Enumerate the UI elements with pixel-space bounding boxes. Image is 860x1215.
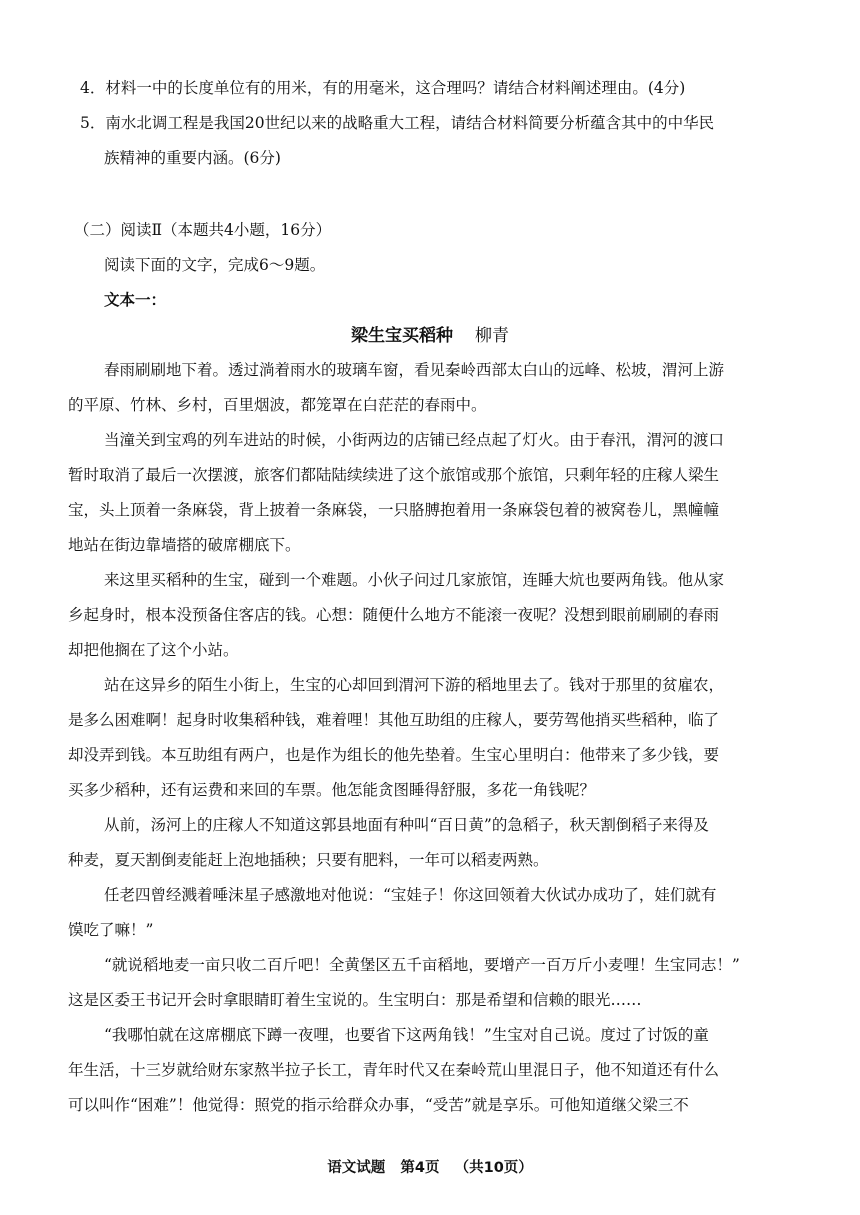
article-line: 是多么困难啊！起身时收集稻种钱，难着哩！其他互助组的庄稼人，要劳驾他捎买些稻种，临了 <box>68 711 720 729</box>
article-title: 梁生宝买稻种 <box>351 326 453 346</box>
article-line: 来这里买稻种的生宝，碰到一个难题。小伙子问过几家旅馆，连睡大炕也要两角钱。他从家 <box>104 571 725 589</box>
question-5-line-2: 族精神的重要内涵。(6分) <box>104 149 281 167</box>
article-author: 柳青 <box>475 326 509 346</box>
article-line: 这是区委王书记开会时拿眼睛盯着生宝说的。生宝明白：那是希望和信赖的眼光…… <box>68 991 642 1009</box>
question-5-line-1: 5．南水北调工程是我国20世纪以来的战略重大工程，请结合材料简要分析蕴含其中的中华民 <box>80 114 715 132</box>
footer-page-number: 第4页 <box>400 1160 440 1176</box>
article-line: 却没弄到钱。本互助组有两户，也是作为组长的他先垫着。生宝心里明白：他带来了多少钱，要 <box>68 746 720 764</box>
article-line: “就说稻地麦一亩只收二百斤吧！全黄堡区五千亩稻地，要增产一百万斤小麦哩！生宝同志！” <box>104 956 740 974</box>
article-title-block <box>0 324 860 348</box>
article-line: 当潼关到宝鸡的列车进站的时候，小街两边的店铺已经点起了灯火。由于春汛，渭河的渡口 <box>104 431 725 449</box>
article-line: 地站在街边靠墙搭的破席棚底下。 <box>68 536 301 554</box>
article-line: 可以叫作“困难”！他觉得：照党的指示给群众办事，“受苦”就是享乐。可他知道继父梁三不 <box>68 1096 689 1114</box>
article-line: “我哪怕就在这席棚底下蹲一夜哩，也要省下这两角钱！”生宝对自己说。度过了讨饭的童 <box>104 1026 709 1044</box>
article-line: 却把他搁在了这个小站。 <box>68 641 239 659</box>
article-line: 春雨刷刷地下着。透过淌着雨水的玻璃车窗，看见秦岭西部太白山的远峰、松坡，渭河上游 <box>104 361 725 379</box>
article-line: 站在这异乡的陌生小街上，生宝的心却回到渭河下游的稻地里去了。钱对于那里的贫雇农， <box>104 676 725 694</box>
text-label: 文本一： <box>104 291 167 309</box>
article-line: 任老四曾经溅着唾沫星子感激地对他说：“宝娃子！你这回领着大伙试办成功了，娃们就有 <box>104 886 717 904</box>
section-heading: （二）阅读Ⅱ（本题共4小题，16分） <box>74 221 332 239</box>
article-line: 年生活，十三岁就给财东家熬半拉子长工，青年时代又在秦岭荒山里混日子，他不知道还有什么 <box>68 1061 720 1079</box>
article-line: 暂时取消了最后一次摆渡，旅客们都陆陆续续进了这个旅馆或那个旅馆，只剩年轻的庄稼人梁生 <box>68 466 720 484</box>
question-4: 4．材料一中的长度单位有的用米，有的用毫米，这合理吗？请结合材料阐述理由。(4分) <box>80 79 686 97</box>
article-line: 乡起身时，根本没预备住客店的钱。心想：随便什么地方不能滚一夜呢？没想到眼前刷刷的春雨 <box>68 606 720 624</box>
footer-subject: 语文试题 <box>327 1160 386 1176</box>
article-line: 的平原、竹林、乡村，百里烟波，都笼罩在白茫茫的春雨中。 <box>68 396 487 414</box>
article-line: 从前，汤河上的庄稼人不知道这郭县地面有种叫“百日黄”的急稻子，秋天割倒稻子来得及 <box>104 816 709 834</box>
article-line: 宝，头上顶着一条麻袋，背上披着一条麻袋，一只胳膊抱着用一条麻袋包着的被窝卷儿，黑幢幢 <box>68 501 720 519</box>
footer-total-pages: （共10页） <box>454 1160 533 1176</box>
section-instruction: 阅读下面的文字，完成6～9题。 <box>104 256 326 274</box>
article-line: 种麦，夏天割倒麦能赶上泡地插秧；只要有肥料，一年可以稻麦两熟。 <box>68 851 549 869</box>
article-line: 馍吃了嘛！” <box>68 921 154 939</box>
page-footer <box>0 1158 860 1178</box>
article-line: 买多少稻种，还有运费和来回的车票。他怎能贪图睡得舒服，多花一角钱呢？ <box>68 781 596 799</box>
